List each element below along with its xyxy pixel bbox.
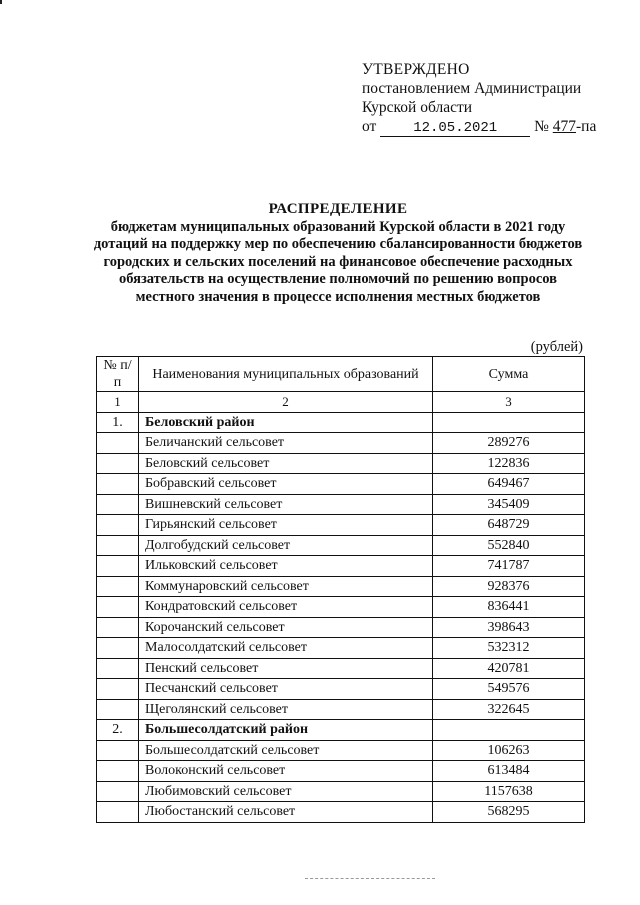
row-amount: 345409 [433,494,585,515]
footer-divider [305,878,435,880]
row-name: Большесолдатский сельсовет [139,740,433,761]
district-row [97,412,585,433]
index-1: 1 [97,392,139,413]
row-name: Песчанский сельсовет [139,679,433,700]
row-number [97,453,139,474]
approval-line-2: Курской области [362,99,473,116]
table-row [97,535,585,556]
row-amount: 836441 [433,597,585,618]
row-name: Бобравский сельсовет [139,474,433,495]
row-name: Корочанский сельсовет [139,617,433,638]
approval-block [362,60,596,137]
header-name: Наименования муниципальных образований [139,357,433,392]
row-name: Пенский сельсовет [139,658,433,679]
approval-heading: УТВЕРЖДЕНО [362,61,470,78]
row-amount: 420781 [433,658,585,679]
row-number [97,638,139,659]
header-number: № п/п [97,357,139,392]
row-number [97,699,139,720]
row-number [97,576,139,597]
row-number [97,474,139,495]
number-prefix: № [534,118,549,135]
row-name: Долгобудский сельсовет [139,535,433,556]
approval-line-1: постановлением Администрации [362,80,582,97]
row-amount: 549576 [433,679,585,700]
approval-number: 477 [552,118,576,135]
row-name: Ильковский сельсовет [139,556,433,577]
row-amount: 648729 [433,515,585,536]
row-number [97,617,139,638]
row-name: Беловский сельсовет [139,453,433,474]
row-number [97,781,139,802]
row-number [97,679,139,700]
row-name: Кондратовский сельсовет [139,597,433,618]
row-number [97,556,139,577]
row-number [97,494,139,515]
date-prefix: от [362,118,377,135]
title-main: РАСПРЕДЕЛЕНИЕ [268,201,408,217]
row-amount: 649467 [433,474,585,495]
row-name: Щеголянский сельсовет [139,699,433,720]
row-amount: 552840 [433,535,585,556]
table-row [97,617,585,638]
row-amount: 398643 [433,617,585,638]
row-amount: 568295 [433,802,585,823]
table-row [97,658,585,679]
table-row [97,474,585,495]
row-amount: 122836 [433,453,585,474]
row-amount [433,412,585,433]
row-number: 2. [97,720,139,741]
index-2: 2 [139,392,433,413]
header-amount: Сумма [433,357,585,392]
row-name: Большесолдатский район [139,720,433,741]
table-row [97,556,585,577]
table-index-row [97,392,585,413]
table-row [97,679,585,700]
table-row [97,515,585,536]
table-row [97,699,585,720]
row-amount: 106263 [433,740,585,761]
table-row [97,638,585,659]
row-amount: 1157638 [433,781,585,802]
index-3: 3 [433,392,585,413]
row-amount: 322645 [433,699,585,720]
table-row [97,576,585,597]
district-row [97,720,585,741]
row-number [97,515,139,536]
row-name: Волоконский сельсовет [139,761,433,782]
row-name: Любостанский сельсовет [139,802,433,823]
row-amount [433,720,585,741]
row-number [97,535,139,556]
table-row [97,781,585,802]
row-amount: 532312 [433,638,585,659]
table-row [97,494,585,515]
row-amount: 741787 [433,556,585,577]
table-row [97,433,585,454]
row-name: Беловский район [139,412,433,433]
table-row [97,597,585,618]
row-number: 1. [97,412,139,433]
units-label: (рублей) [530,339,583,355]
document-title [88,201,588,306]
row-name: Гирьянский сельсовет [139,515,433,536]
row-name: Малосолдатский сельсовет [139,638,433,659]
table-row [97,453,585,474]
row-amount: 928376 [433,576,585,597]
table-row [97,802,585,823]
title-subtitle: бюджетам муниципальных образований Курской области в 2021 году дотаций на поддержку мер по обеспечению сбалансированности бюджетов городских и сельских поселений на финансовое обеспечение расходных обязательств на осуществление полномочий по решению вопросов местного значения в процессе исполнения местных бюджетов [93,218,583,305]
table-row [97,740,585,761]
table-row [97,761,585,782]
row-number [97,740,139,761]
distribution-table [96,356,585,823]
row-number [97,433,139,454]
row-name: Коммунаровский сельсовет [139,576,433,597]
number-suffix: -па [576,118,597,135]
scan-artifact [0,0,2,4]
row-name: Вишневский сельсовет [139,494,433,515]
row-amount: 289276 [433,433,585,454]
row-number [97,658,139,679]
table-header-row [97,357,585,392]
row-number [97,802,139,823]
row-name: Беличанский сельсовет [139,433,433,454]
approval-date-line [362,117,596,137]
row-number [97,597,139,618]
row-name: Любимовский сельсовет [139,781,433,802]
approval-date: 12.05.2021 [380,121,530,137]
row-number [97,761,139,782]
row-amount: 613484 [433,761,585,782]
